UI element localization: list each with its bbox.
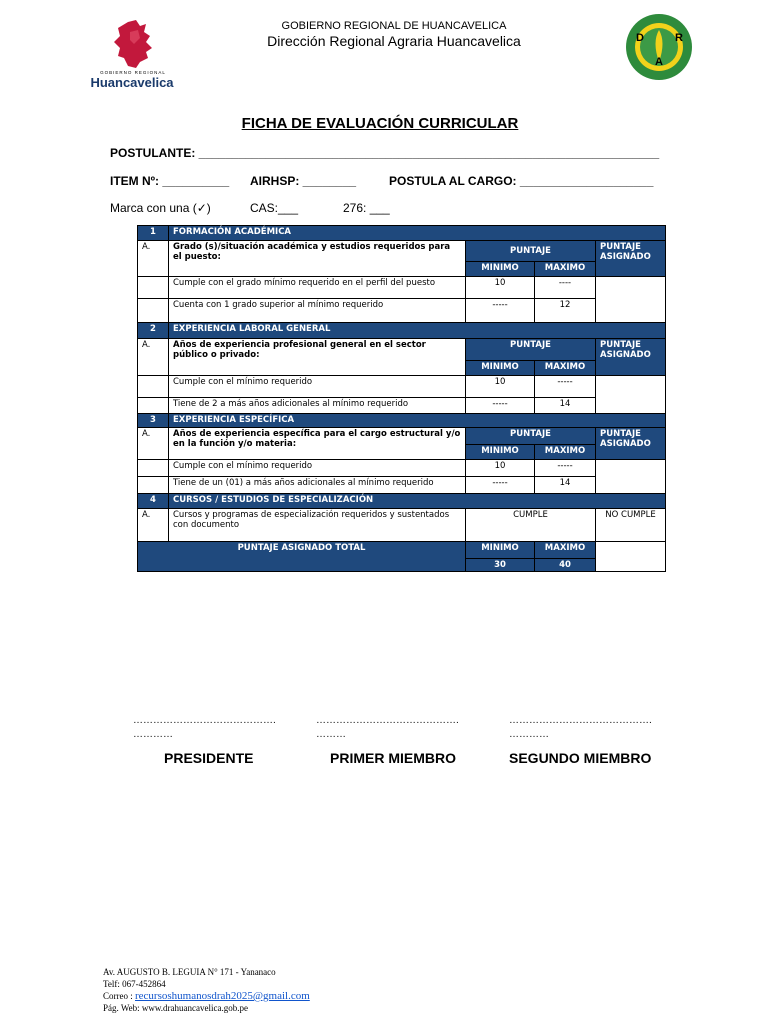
min-value: ----- xyxy=(466,398,535,414)
puntaje-asignado-header: PUNTAJE ASIGNADO xyxy=(596,428,666,460)
max-value: ---- xyxy=(535,277,596,299)
row-letter: A. xyxy=(138,509,169,542)
score-input[interactable] xyxy=(596,376,666,414)
max-value: 14 xyxy=(535,398,596,414)
footer xyxy=(103,966,310,1014)
min-value: ----- xyxy=(466,477,535,494)
section-question: Cursos y programas de especialización requeridos y sustentados con documento xyxy=(169,509,466,542)
criterion-label: Cuenta con 1 grado superior al mínimo requerido xyxy=(169,299,466,323)
criterion-label: Cumple con el mínimo requerido xyxy=(169,376,466,398)
section-2-header xyxy=(138,323,666,339)
puntaje-header: PUNTAJE xyxy=(466,241,596,262)
table-row xyxy=(138,477,666,494)
table-row xyxy=(138,376,666,398)
section-4-header xyxy=(138,494,666,509)
total-min-value: 30 xyxy=(466,559,535,572)
maximo-header: MAXIMO xyxy=(535,542,596,559)
maximo-header: MAXIMO xyxy=(535,361,596,376)
criterion-label: Tiene de un (01) a más años adicionales al mínimo requerido xyxy=(169,477,466,494)
total-label: PUNTAJE ASIGNADO TOTAL xyxy=(138,542,466,572)
section-title: FORMACIÓN ACADÉMICA xyxy=(169,226,666,241)
min-value: 10 xyxy=(466,460,535,477)
minimo-header: MINIMO xyxy=(466,361,535,376)
table-row xyxy=(138,277,666,299)
total-max-value: 40 xyxy=(535,559,596,572)
criterion-label: Tiene de 2 a más años adicionales al mínimo requerido xyxy=(169,398,466,414)
max-value: 12 xyxy=(535,299,596,323)
minimo-header: MINIMO xyxy=(466,542,535,559)
row-letter: A. xyxy=(138,339,169,376)
n276-field[interactable]: 276: ___ xyxy=(343,201,390,215)
max-value: ----- xyxy=(535,460,596,477)
section-question: Años de experiencia específica para el cargo estructural y/o en la función y/o materia: xyxy=(169,428,466,460)
dra-letter-a: A xyxy=(655,56,663,68)
signature-line-presidente[interactable]: ……………………………………. ………… xyxy=(133,715,276,740)
table-row xyxy=(138,509,666,542)
presidente-label: PRESIDENTE xyxy=(164,750,254,766)
row-letter: A. xyxy=(138,241,169,277)
row-letter: A. xyxy=(138,428,169,460)
table-row xyxy=(138,460,666,477)
puntaje-header: PUNTAJE xyxy=(466,428,596,445)
footer-email-link[interactable]: recursoshumanosdrah2025@gmail.com xyxy=(135,990,310,1002)
criterion-label: Cumple con el mínimo requerido xyxy=(169,460,466,477)
header-org: GOBIERNO REGIONAL DE HUANCAVELICA xyxy=(281,20,507,32)
score-input[interactable] xyxy=(596,460,666,494)
total-score-input[interactable] xyxy=(596,542,666,572)
marca-label: Marca con una (✓) xyxy=(110,201,211,215)
footer-correo-label: Correo : xyxy=(103,991,135,1001)
minimo-header: MINIMO xyxy=(466,262,535,277)
section-question: Grado (s)/situación académica y estudios requeridos para el puesto: xyxy=(169,241,466,277)
min-value: 10 xyxy=(466,376,535,398)
min-value: ----- xyxy=(466,299,535,323)
maximo-header: MAXIMO xyxy=(535,445,596,460)
cumple-option[interactable]: CUMPLE xyxy=(466,509,596,542)
minimo-header: MINIMO xyxy=(466,445,535,460)
puntaje-header: PUNTAJE xyxy=(466,339,596,361)
logo-small-text: GOBIERNO REGIONAL xyxy=(100,70,166,75)
signature-line-segundo[interactable]: ……………………………………. ………… xyxy=(509,715,652,740)
section-3-header xyxy=(138,414,666,428)
cas-field[interactable]: CAS:___ xyxy=(250,201,299,215)
max-value: ----- xyxy=(535,376,596,398)
dra-letter-r: R xyxy=(675,32,683,44)
footer-web: Pág. Web: www.drahuancavelica.gob.pe xyxy=(103,1003,248,1013)
min-value: 10 xyxy=(466,277,535,299)
segundo-miembro-label: SEGUNDO MIEMBRO xyxy=(509,750,652,766)
section-num: 1 xyxy=(138,226,169,241)
page-title: FICHA DE EVALUACIÓN CURRICULAR xyxy=(241,115,519,132)
section-title: CURSOS / ESTUDIOS DE ESPECIALIZACIÓN xyxy=(169,494,666,509)
dra-seal-icon xyxy=(626,12,702,82)
score-input[interactable] xyxy=(596,277,666,323)
section-1-header xyxy=(138,226,666,241)
item-field[interactable]: ITEM Nº: __________ xyxy=(110,174,230,188)
section-question: Años de experiencia profesional general en el sector público o privado: xyxy=(169,339,466,376)
footer-address: Av. AUGUSTO B. LEGUIA N° 171 - Yananaco xyxy=(103,967,276,977)
dra-letter-d: D xyxy=(636,32,644,44)
table-row xyxy=(138,299,666,323)
section-num: 2 xyxy=(138,323,169,339)
airhsp-field[interactable]: AIRHSP: ________ xyxy=(250,174,357,188)
section-num: 4 xyxy=(138,494,169,509)
footer-phone: Telf: 067-452864 xyxy=(103,979,166,989)
evaluation-table xyxy=(137,225,666,572)
header-dept: Dirección Regional Agraria Huancavelica xyxy=(267,33,521,49)
dra-logo xyxy=(626,12,702,82)
section-title: EXPERIENCIA LABORAL GENERAL xyxy=(169,323,666,339)
section-num: 3 xyxy=(138,414,169,428)
section-title: EXPERIENCIA ESPECÍFICA xyxy=(169,414,666,428)
primer-miembro-label: PRIMER MIEMBRO xyxy=(330,750,456,766)
puntaje-asignado-header: PUNTAJE ASIGNADO xyxy=(596,241,666,277)
maximo-header: MAXIMO xyxy=(535,262,596,277)
table-row xyxy=(138,398,666,414)
logo-big-text: Huancavelica xyxy=(90,75,174,90)
postula-cargo-field[interactable]: POSTULA AL CARGO: ____________________ xyxy=(389,174,654,188)
max-value: 14 xyxy=(535,477,596,494)
postulante-field[interactable]: POSTULANTE: _____________________________________________________________________ xyxy=(110,146,660,160)
criterion-label: Cumple con el grado mínimo requerido en el perfil del puesto xyxy=(169,277,466,299)
no-cumple-option[interactable]: NO CUMPLE xyxy=(596,509,666,542)
puntaje-asignado-header: PUNTAJE ASIGNADO xyxy=(596,339,666,376)
signature-line-primer[interactable]: ……………………………………. ……… xyxy=(316,715,459,740)
